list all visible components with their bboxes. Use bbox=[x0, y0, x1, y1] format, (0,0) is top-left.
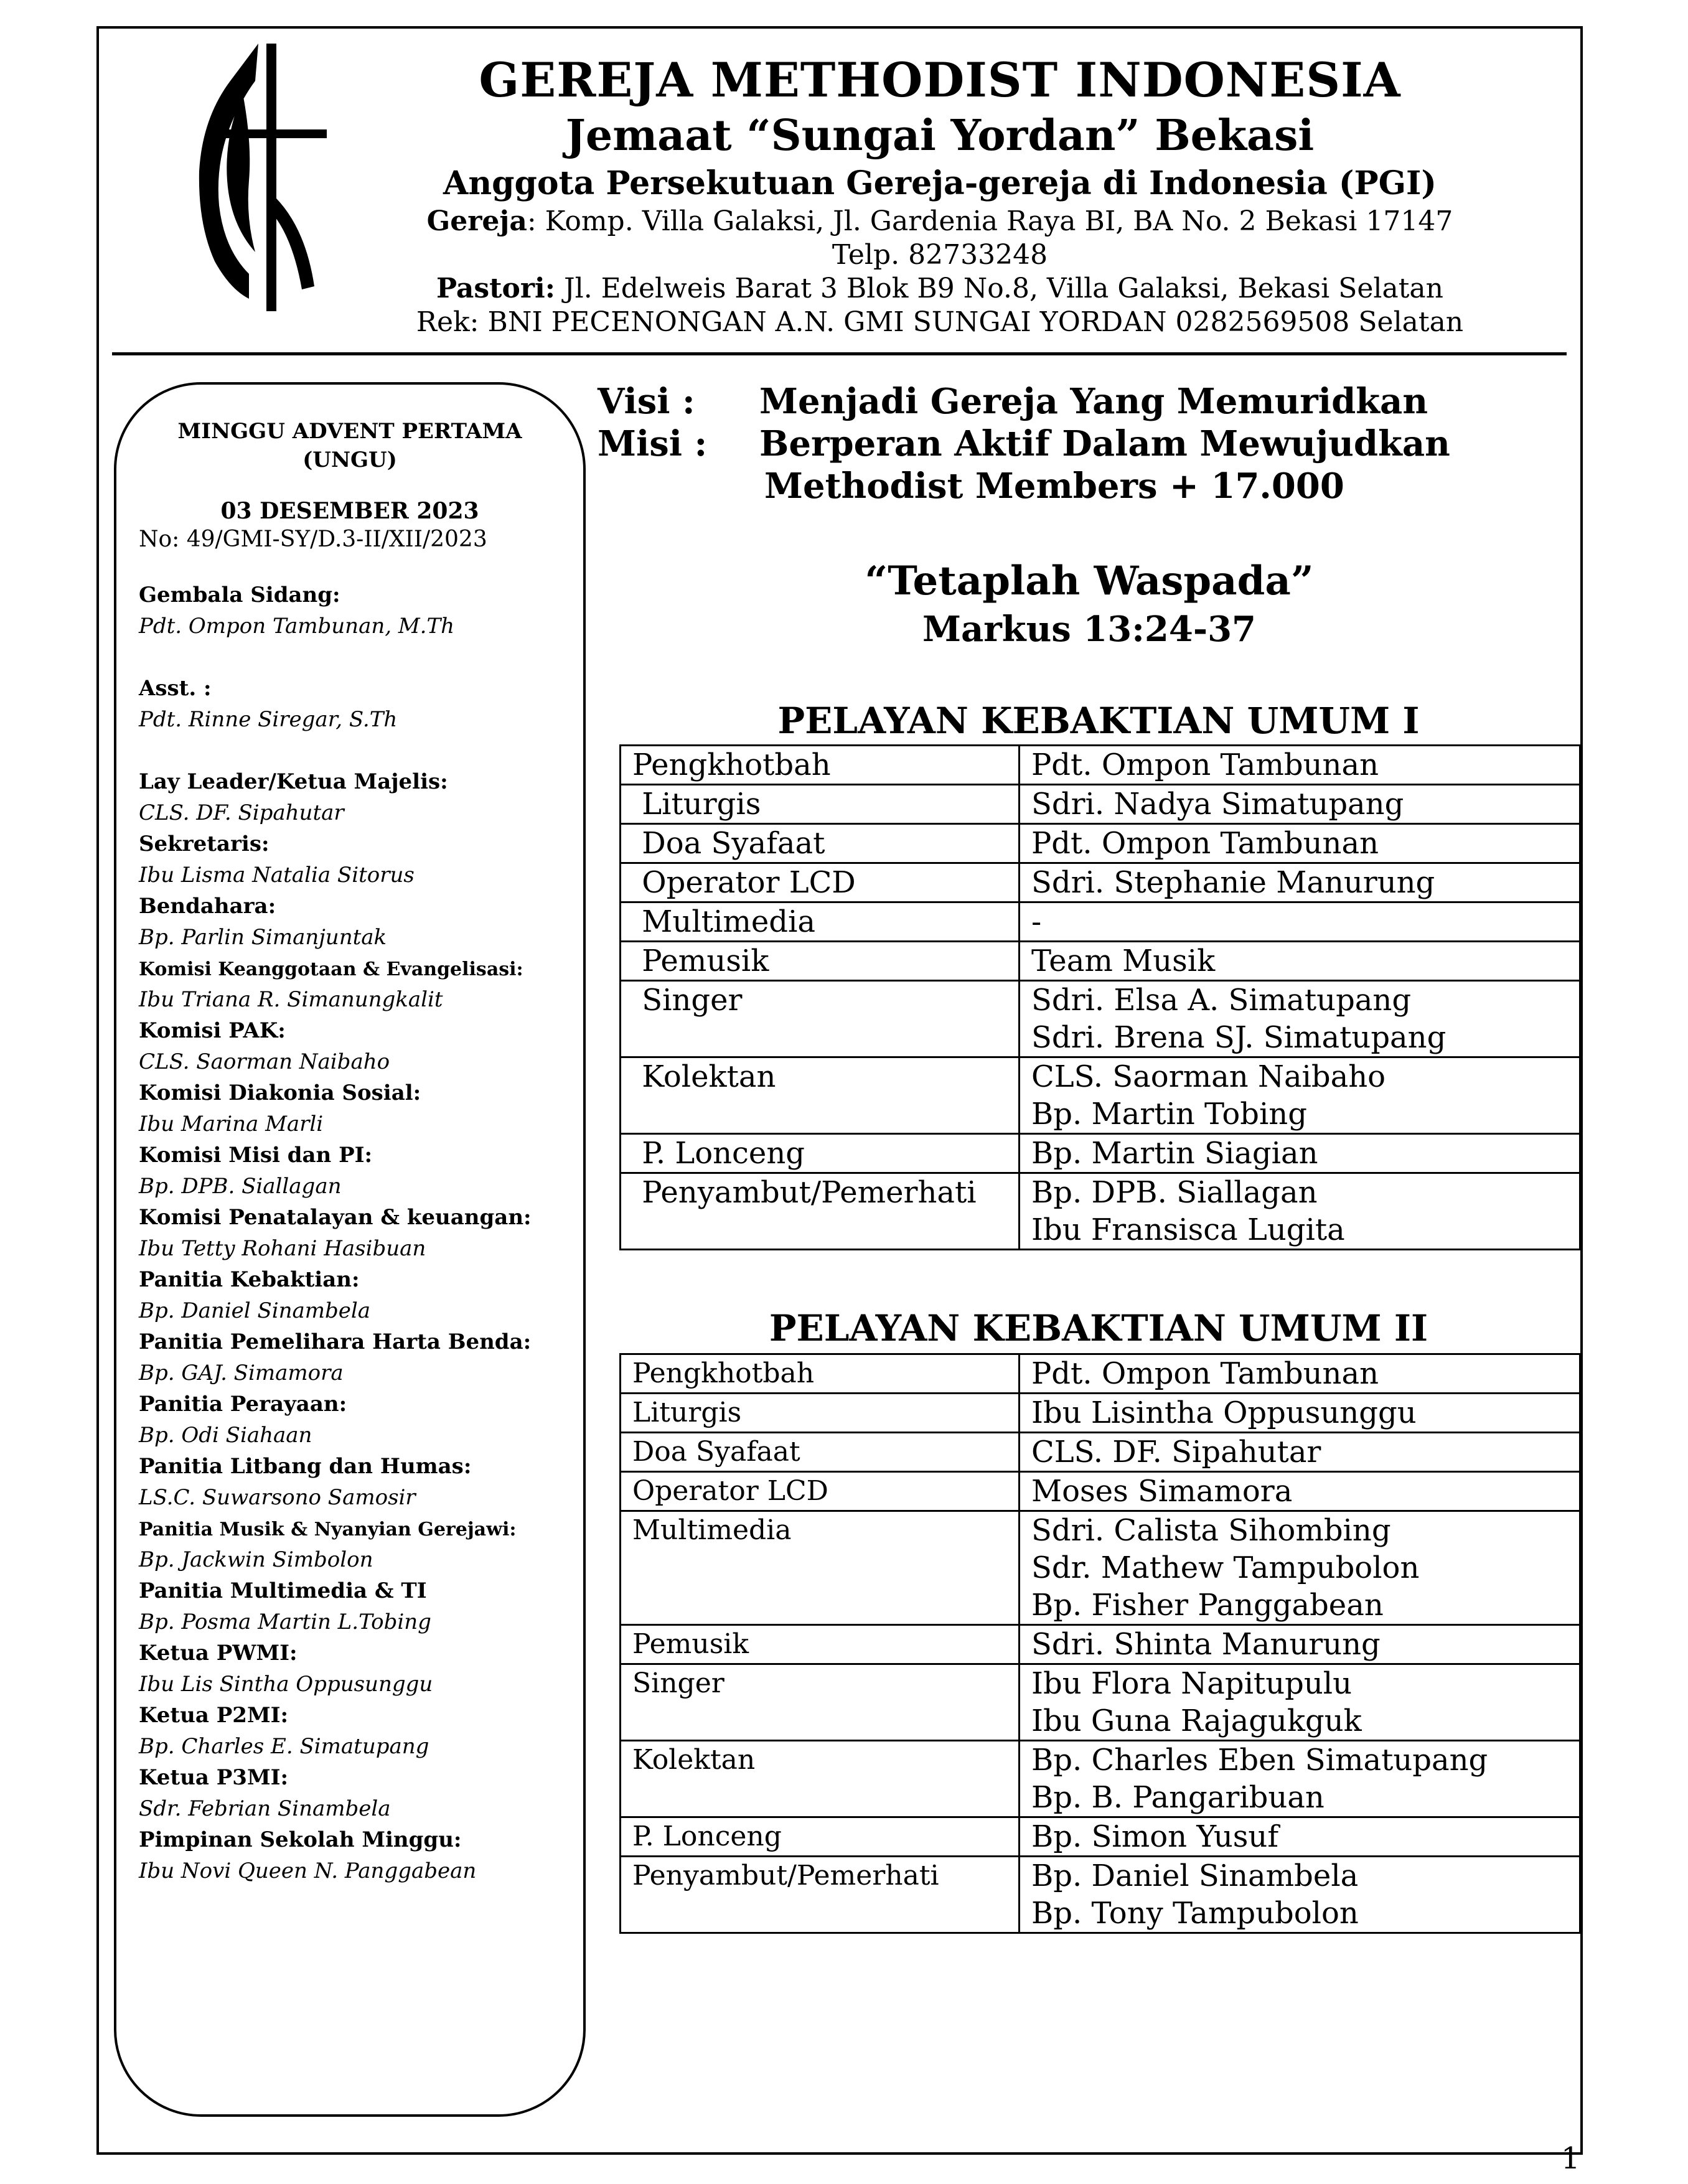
role-label: Komisi Keanggotaan & Evangelisasi: bbox=[139, 958, 523, 980]
names-cell bbox=[1020, 785, 1580, 824]
person-name: Bp. B. Pangaribuan bbox=[1031, 1780, 1325, 1815]
church-name: GEREJA METHODIST INDONESIA bbox=[479, 52, 1401, 108]
person-name: Bp. Charles Eben Simatupang bbox=[1031, 1743, 1488, 1778]
person-name: Sdri. Shinta Manurung bbox=[1031, 1627, 1381, 1662]
names-cell bbox=[1020, 1134, 1580, 1173]
document-number: No: 49/GMI-SY/D.3-II/XII/2023 bbox=[139, 527, 487, 552]
role-label: Ketua PWMI: bbox=[139, 1641, 298, 1666]
role-name: Bp. Parlin Simanjuntak bbox=[139, 925, 387, 950]
table-row bbox=[621, 746, 1580, 785]
sermon-verse: Markus 13:24-37 bbox=[922, 609, 1257, 650]
role-label: Pimpinan Sekolah Minggu: bbox=[139, 1827, 462, 1852]
bulletin-date: 03 DESEMBER 2023 bbox=[220, 498, 479, 524]
role-cell: Operator LCD bbox=[621, 863, 1020, 902]
role-name: Ibu Marina Marli bbox=[139, 1112, 324, 1137]
service1-title: PELAYAN KEBAKTIAN UMUM I bbox=[777, 700, 1420, 742]
church-address: Gereja: Komp. Villa Galaksi, Jl. Gardenia Raya BI, BA No. 2 Bekasi 17147 bbox=[426, 205, 1453, 237]
role-name: Bp. Jackwin Simbolon bbox=[139, 1547, 373, 1572]
role-name: Bp. Daniel Sinambela bbox=[139, 1298, 371, 1323]
person-name: Sdri. Elsa A. Simatupang bbox=[1031, 983, 1412, 1018]
role-cell: Singer bbox=[621, 1664, 1020, 1741]
bank-account: Rek: BNI PECENONGAN A.N. GMI SUNGAI YORDAN 0282569508 Selatan bbox=[416, 306, 1464, 338]
names-cell bbox=[1020, 1394, 1580, 1433]
role-name: Bp. Charles E. Simatupang bbox=[139, 1734, 429, 1759]
table-row bbox=[621, 1173, 1580, 1250]
page-number: 1 bbox=[1561, 2141, 1580, 2176]
role-cell: Pengkhotbah bbox=[621, 746, 1020, 785]
role-name: Bp. Posma Martin L.Tobing bbox=[139, 1610, 431, 1634]
service2-title: PELAYAN KEBAKTIAN UMUM II bbox=[769, 1307, 1428, 1349]
role-name: Pdt. Ompon Tambunan, M.Th bbox=[139, 614, 455, 639]
role-name: Sdr. Febrian Sinambela bbox=[139, 1796, 391, 1821]
role-label: Panitia Perayaan: bbox=[139, 1392, 347, 1417]
names-cell bbox=[1020, 1664, 1580, 1741]
role-label: Komisi PAK: bbox=[139, 1018, 286, 1043]
person-name: Team Musik bbox=[1031, 944, 1216, 978]
table-row bbox=[621, 1664, 1580, 1741]
names-cell bbox=[1020, 981, 1580, 1057]
person-name: Moses Simamora bbox=[1031, 1474, 1293, 1509]
role-label: Gembala Sidang: bbox=[139, 583, 340, 607]
role-name: Bp. GAJ. Simamora bbox=[139, 1361, 344, 1385]
table-row bbox=[621, 1394, 1580, 1433]
role-name: Ibu Lis Sintha Oppusunggu bbox=[139, 1672, 433, 1697]
names-cell bbox=[1020, 1511, 1580, 1625]
role-label: Bendahara: bbox=[139, 894, 276, 919]
names-cell bbox=[1020, 1057, 1580, 1134]
role-label: Panitia Pemelihara Harta Benda: bbox=[139, 1329, 532, 1354]
table-row bbox=[621, 981, 1580, 1057]
person-name: Ibu Flora Napitupulu bbox=[1031, 1666, 1353, 1701]
person-name: Bp. Martin Tobing bbox=[1031, 1097, 1307, 1132]
role-cell: Singer bbox=[621, 981, 1020, 1057]
role-label: Asst. : bbox=[139, 676, 212, 701]
phone-line: Telp. 82733248 bbox=[832, 239, 1048, 271]
table-row bbox=[621, 902, 1580, 942]
role-label: Ketua P2MI: bbox=[139, 1703, 289, 1728]
role-label: Komisi Misi dan PI: bbox=[139, 1143, 373, 1168]
table-row bbox=[621, 1057, 1580, 1134]
person-name: Sdri. Stephanie Manurung bbox=[1031, 865, 1435, 900]
role-name: CLS. DF. Sipahutar bbox=[139, 800, 344, 825]
person-name: Ibu Fransisca Lugita bbox=[1031, 1212, 1345, 1247]
names-cell bbox=[1020, 746, 1580, 785]
names-cell bbox=[1020, 942, 1580, 981]
role-cell: Operator LCD bbox=[621, 1472, 1020, 1511]
role-name: Ibu Lisma Natalia Sitorus bbox=[139, 863, 415, 888]
table-row bbox=[621, 1817, 1580, 1857]
person-name: CLS. DF. Sipahutar bbox=[1031, 1435, 1321, 1469]
role-cell: Liturgis bbox=[621, 785, 1020, 824]
person-name: - bbox=[1031, 904, 1042, 939]
names-cell bbox=[1020, 1625, 1580, 1664]
role-label: Panitia Multimedia & TI bbox=[139, 1578, 427, 1603]
table-row bbox=[621, 1472, 1580, 1511]
service2-table bbox=[619, 1353, 1581, 1934]
table-row bbox=[621, 1857, 1580, 1933]
role-cell: Multimedia bbox=[621, 1511, 1020, 1625]
pastori-address: Pastori: Jl. Edelweis Barat 3 Blok B9 No.8, Villa Galaksi, Bekasi Selatan bbox=[436, 273, 1443, 304]
role-cell: Kolektan bbox=[621, 1057, 1020, 1134]
role-cell: Pengkhotbah bbox=[621, 1354, 1020, 1394]
names-cell bbox=[1020, 1173, 1580, 1250]
role-cell: Multimedia bbox=[621, 902, 1020, 942]
names-cell bbox=[1020, 902, 1580, 942]
person-name: Bp. Simon Yusuf bbox=[1031, 1819, 1279, 1854]
person-name: Sdri. Calista Sihombing bbox=[1031, 1513, 1391, 1548]
role-name: Bp. DPB. Siallagan bbox=[139, 1174, 342, 1199]
person-name: Sdri. Brena SJ. Simatupang bbox=[1031, 1020, 1447, 1055]
role-name: Ibu Novi Queen N. Panggabean bbox=[139, 1858, 477, 1883]
person-name: Sdr. Mathew Tampubolon bbox=[1031, 1550, 1420, 1585]
role-cell: P. Lonceng bbox=[621, 1134, 1020, 1173]
role-cell: Penyambut/Pemerhati bbox=[621, 1857, 1020, 1933]
names-cell bbox=[1020, 824, 1580, 863]
names-cell bbox=[1020, 1857, 1580, 1933]
table-row bbox=[621, 1741, 1580, 1817]
misi-text-continued: Methodist Members + 17.000 bbox=[764, 466, 1344, 507]
role-name: Ibu Tetty Rohani Hasibuan bbox=[139, 1236, 426, 1261]
table-row bbox=[621, 1433, 1580, 1472]
person-name: Bp. DPB. Siallagan bbox=[1031, 1175, 1318, 1210]
person-name: Pdt. Ompon Tambunan bbox=[1031, 1356, 1379, 1391]
role-cell: Pemusik bbox=[621, 942, 1020, 981]
table-row bbox=[621, 863, 1580, 902]
role-label: Komisi Diakonia Sosial: bbox=[139, 1080, 421, 1105]
role-label: Sekretaris: bbox=[139, 832, 270, 856]
role-cell: Penyambut/Pemerhati bbox=[621, 1173, 1020, 1250]
cross-and-flame-logo bbox=[149, 37, 330, 311]
role-label: Komisi Penatalayan & keuangan: bbox=[139, 1205, 532, 1230]
role-cell: Kolektan bbox=[621, 1741, 1020, 1817]
person-name: CLS. Saorman Naibaho bbox=[1031, 1059, 1386, 1094]
misi-label: Misi : bbox=[598, 423, 708, 464]
role-cell: P. Lonceng bbox=[621, 1817, 1020, 1857]
person-name: Pdt. Ompon Tambunan bbox=[1031, 748, 1379, 782]
role-name: Ibu Triana R. Simanungkalit bbox=[139, 987, 443, 1012]
role-label: Panitia Litbang dan Humas: bbox=[139, 1454, 472, 1479]
table-row bbox=[621, 1134, 1580, 1173]
person-name: Bp. Daniel Sinambela bbox=[1031, 1858, 1359, 1893]
role-name: Pdt. Rinne Siregar, S.Th bbox=[139, 707, 398, 732]
table-row bbox=[621, 1511, 1580, 1625]
role-name: Bp. Odi Siahaan bbox=[139, 1423, 312, 1448]
table-row bbox=[621, 942, 1580, 981]
person-name: Ibu Guna Rajagukguk bbox=[1031, 1704, 1362, 1738]
visi-text: Menjadi Gereja Yang Memuridkan bbox=[759, 381, 1428, 422]
role-cell: Doa Syafaat bbox=[621, 824, 1020, 863]
role-label: Panitia Musik & Nyanyian Gerejawi: bbox=[139, 1519, 517, 1540]
role-name: LS.C. Suwarsono Samosir bbox=[139, 1485, 416, 1510]
role-name: CLS. Saorman Naibaho bbox=[139, 1049, 390, 1074]
person-name: Bp. Fisher Panggabean bbox=[1031, 1588, 1384, 1623]
person-name: Bp. Martin Siagian bbox=[1031, 1136, 1318, 1171]
table-row bbox=[621, 824, 1580, 863]
names-cell bbox=[1020, 1741, 1580, 1817]
role-cell: Doa Syafaat bbox=[621, 1433, 1020, 1472]
role-label: Panitia Kebaktian: bbox=[139, 1267, 360, 1292]
role-cell: Liturgis bbox=[621, 1394, 1020, 1433]
header-divider bbox=[112, 352, 1567, 355]
names-cell bbox=[1020, 1433, 1580, 1472]
person-name: Pdt. Ompon Tambunan bbox=[1031, 826, 1379, 861]
service1-table bbox=[619, 744, 1581, 1250]
membership-line: Anggota Persekutuan Gereja-gereja di Indonesia (PGI) bbox=[443, 164, 1437, 202]
table-row bbox=[621, 785, 1580, 824]
person-name: Sdri. Nadya Simatupang bbox=[1031, 787, 1404, 822]
names-cell bbox=[1020, 1817, 1580, 1857]
names-cell bbox=[1020, 1354, 1580, 1394]
congregation-name: Jemaat “Sungai Yordan” Bekasi bbox=[565, 111, 1315, 161]
misi-text: Berperan Aktif Dalam Mewujudkan bbox=[759, 423, 1450, 464]
visi-label: Visi : bbox=[598, 381, 695, 422]
sunday-title: MINGGU ADVENT PERTAMA (UNGU) bbox=[177, 419, 522, 472]
role-label: Lay Leader/Ketua Majelis: bbox=[139, 769, 448, 794]
table-row bbox=[621, 1625, 1580, 1664]
person-name: Ibu Lisintha Oppusunggu bbox=[1031, 1395, 1417, 1430]
person-name: Bp. Tony Tampubolon bbox=[1031, 1896, 1359, 1931]
role-label: Ketua P3MI: bbox=[139, 1765, 289, 1790]
names-cell bbox=[1020, 863, 1580, 902]
role-cell: Pemusik bbox=[621, 1625, 1020, 1664]
sermon-theme: “Tetaplah Waspada” bbox=[865, 558, 1314, 604]
names-cell bbox=[1020, 1472, 1580, 1511]
table-row bbox=[621, 1354, 1580, 1394]
